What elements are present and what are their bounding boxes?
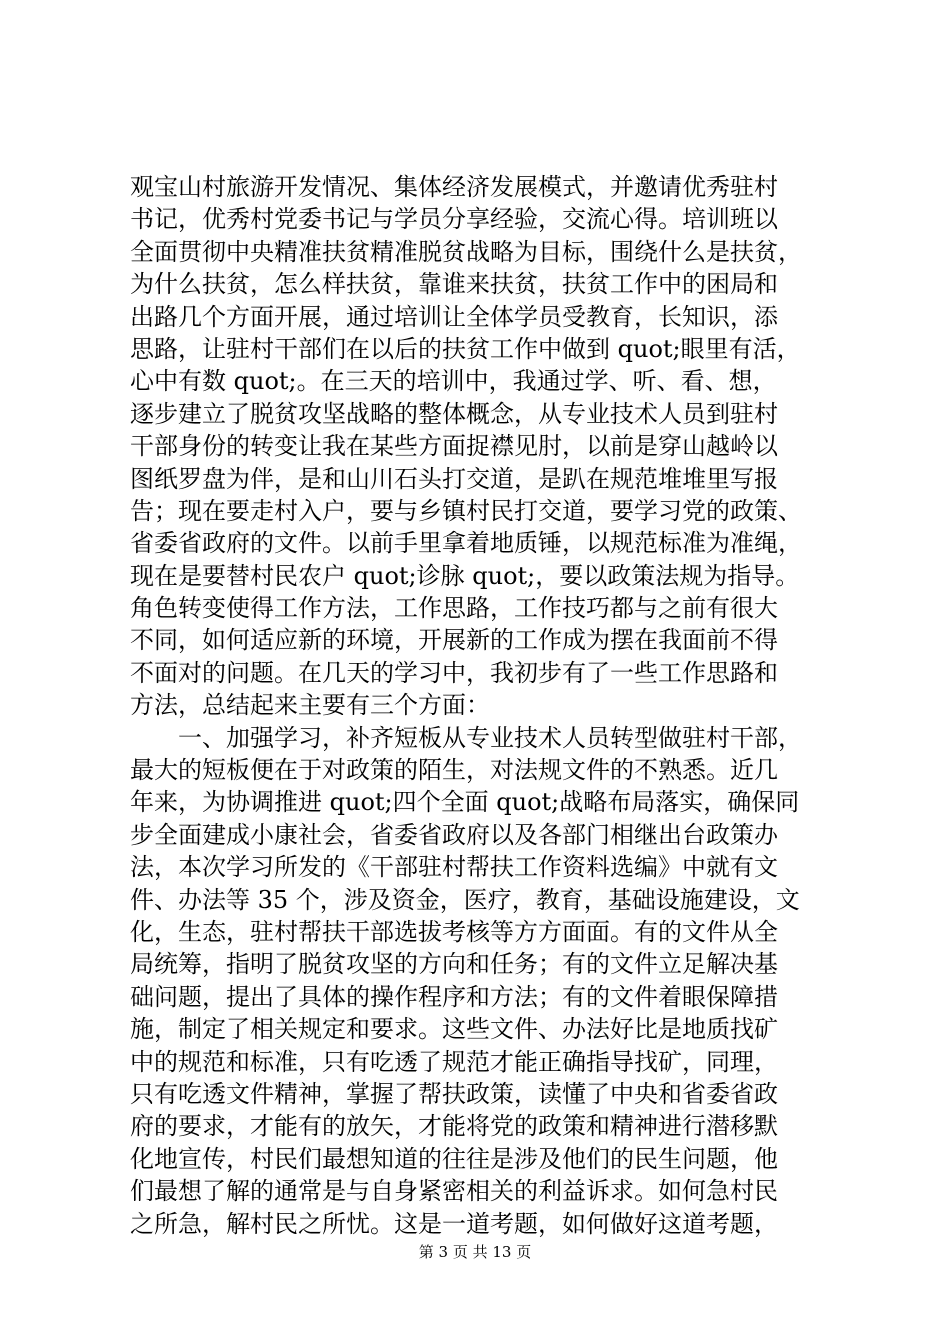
text-line: 局统筹，指明了脱贫攻坚的方向和任务；有的文件立足解决基 (130, 950, 778, 979)
text-line: 法，本次学习所发的《干部驻村帮扶工作资料选编》中就有文 (130, 853, 778, 882)
text-line: 思路，让驻村干部们在以后的扶贫工作中做到 quot;眼里有活， (130, 334, 801, 363)
text-line: 们最想了解的通常是与自身紧密相关的利益诉求。如何急村民 (130, 1177, 778, 1206)
text-line: 全面贯彻中央精准扶贫精准脱贫战略为目标，围绕什么是扶贫， (130, 237, 802, 266)
text-line: 年来，为协调推进 quot;四个全面 quot;战略布局落实，确保同 (130, 788, 800, 817)
text-line: 书记，优秀村党委书记与学员分享经验，交流心得。培训班以 (130, 205, 778, 234)
text-line: 化，生态，驻村帮扶干部选拔考核等方方面面。有的文件从全 (130, 917, 778, 946)
text-line: 不同，如何适应新的环境，开展新的工作成为摆在我面前不得 (130, 626, 778, 655)
text-line: 一、加强学习，补齐短板从专业技术人员转型做驻村干部， (130, 723, 802, 752)
text-line: 不面对的问题。在几天的学习中，我初步有了一些工作思路和 (130, 658, 778, 687)
text-line: 步全面建成小康社会，省委省政府以及各部门相继出台政策办 (130, 820, 778, 849)
text-line: 施，制定了相关规定和要求。这些文件、办法好比是地质找矿 (130, 1015, 778, 1044)
text-line: 方法，总结起来主要有三个方面： (130, 691, 490, 720)
text-line: 件、办法等 35 个，涉及资金，医疗，教育，基础设施建设，文 (130, 885, 800, 914)
text-line: 只有吃透文件精神，掌握了帮扶政策，读懂了中央和省委省政 (130, 1079, 778, 1108)
text-line: 化地宣传，村民们最想知道的往往是涉及他们的民生问题，他 (130, 1144, 778, 1173)
text-line: 观宝山村旅游开发情况、集体经济发展模式，并邀请优秀驻村 (130, 173, 778, 201)
text-line: 角色转变使得工作方法，工作思路，工作技巧都与之前有很大 (130, 594, 778, 623)
text-line: 最大的短板便在于对政策的陌生，对法规文件的不熟悉。近几 (130, 756, 778, 785)
text-line: 现在是要替村民农户 quot;诊脉 quot;，要以政策法规为指导。 (130, 561, 800, 590)
text-line: 图纸罗盘为伴，是和山川石头打交道，是趴在规范堆堆里写报 (130, 464, 778, 493)
text-line: 府的要求，才能有的放矢，才能将党的政策和精神进行潜移默 (130, 1112, 778, 1141)
text-line: 干部身份的转变让我在某些方面捉襟见肘，以前是穿山越岭以 (130, 432, 778, 461)
body-text (130, 171, 830, 1240)
text-line: 中的规范和标准，只有吃透了规范才能正确指导找矿，同理， (130, 1047, 778, 1076)
text-line: 心中有数 quot;。在三天的培训中，我通过学、听、看、想， (130, 367, 777, 396)
text-line: 之所急，解村民之所忧。这是一道考题，如何做好这道考题， (130, 1209, 778, 1238)
text-line: 出路几个方面开展，通过培训让全体学员受教育，长知识，添 (130, 302, 778, 331)
text-line: 础问题，提出了具体的操作程序和方法；有的文件着眼保障措 (130, 982, 778, 1011)
text-line: 省委省政府的文件。以前手里拿着地质锤，以规范标准为准绳， (130, 529, 802, 558)
text-line: 告；现在要走村入户，要与乡镇村民打交道，要学习党的政策、 (130, 496, 802, 525)
page-footer: 第 3 页 共 13 页 (418, 1243, 532, 1261)
text-line: 为什么扶贫，怎么样扶贫，靠谁来扶贫，扶贫工作中的困局和 (130, 270, 778, 299)
text-line: 逐步建立了脱贫攻坚战略的整体概念，从专业技术人员到驻村 (130, 399, 778, 428)
